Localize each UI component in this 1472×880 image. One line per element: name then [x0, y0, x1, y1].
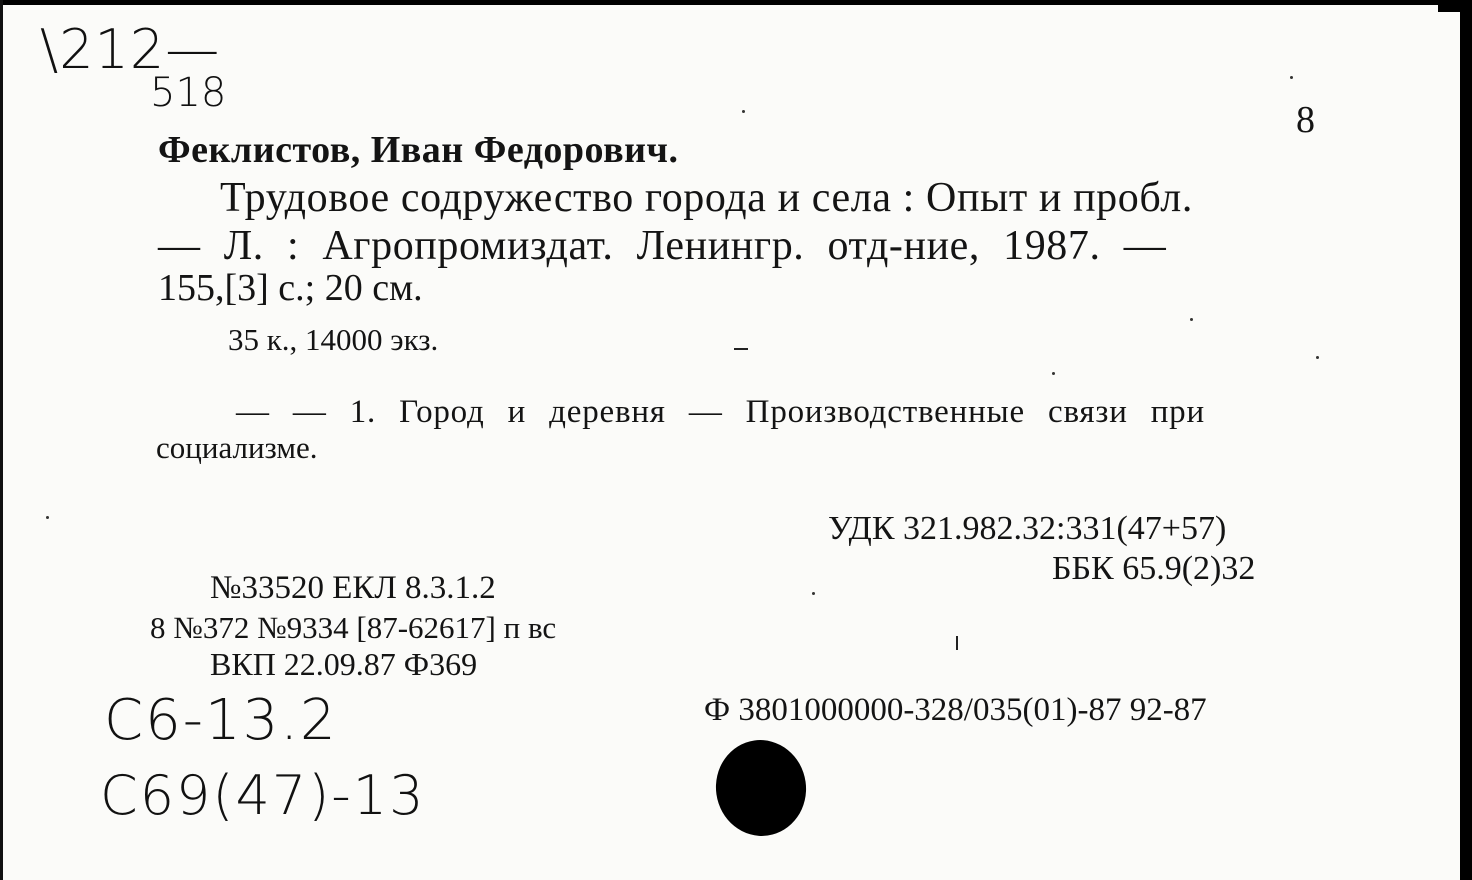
- price-print-run: 35 к., 14000 экз.: [228, 322, 439, 357]
- scan-speck: [1290, 76, 1293, 79]
- handwritten-code-line2: 518: [150, 70, 227, 116]
- card-corner-mark: [1438, 0, 1472, 12]
- handwritten-code-line1: \212—: [40, 18, 221, 81]
- pencil-tick-mark: [956, 636, 958, 650]
- publication-index-code: Ф 3801000000-328/035(01)-87 92-87: [704, 692, 1207, 728]
- card-right-edge: [1460, 0, 1472, 880]
- scan-speck: [1316, 356, 1319, 359]
- title-line-1: Трудовое содружество города и села : Опыт и пробл.: [220, 175, 1193, 221]
- scan-speck: [1052, 372, 1055, 375]
- subject-line-1: — — 1. Город и деревня — Производственные связи при: [236, 394, 1205, 430]
- author-heading: Феклистов, Иван Федорович.: [158, 129, 679, 171]
- card-left-edge: [0, 0, 3, 880]
- handwritten-note-line1: C6-13.2: [104, 688, 338, 753]
- pencil-dash-mark: [734, 348, 748, 350]
- card-number: 8: [1296, 99, 1315, 141]
- scan-speck: [1190, 318, 1193, 321]
- title-line-3: 155,[3] с.; 20 см.: [158, 267, 423, 309]
- scan-speck: [812, 592, 815, 595]
- udk-code: УДК 321.982.32:331(47+57): [828, 510, 1227, 547]
- registry-numbers: 8 №372 №9334 [87-62617] п вс: [150, 610, 557, 645]
- subject-line-2: социализме.: [156, 430, 318, 465]
- ekl-number: №33520 ЕКЛ 8.3.1.2: [210, 570, 496, 606]
- punch-hole: [710, 734, 812, 842]
- handwritten-note-line2: C69(47)-13: [100, 764, 426, 827]
- vkp-date: ВКП 22.09.87 Ф369: [210, 646, 478, 682]
- card-top-edge: [0, 0, 1472, 5]
- title-line-2: — Л. : Агропромиздат. Ленингр. отд-ние, 1987. —: [158, 223, 1167, 269]
- scan-speck: [742, 110, 745, 113]
- bbk-code: ББК 65.9(2)32: [1052, 550, 1256, 587]
- scan-speck: [46, 516, 49, 519]
